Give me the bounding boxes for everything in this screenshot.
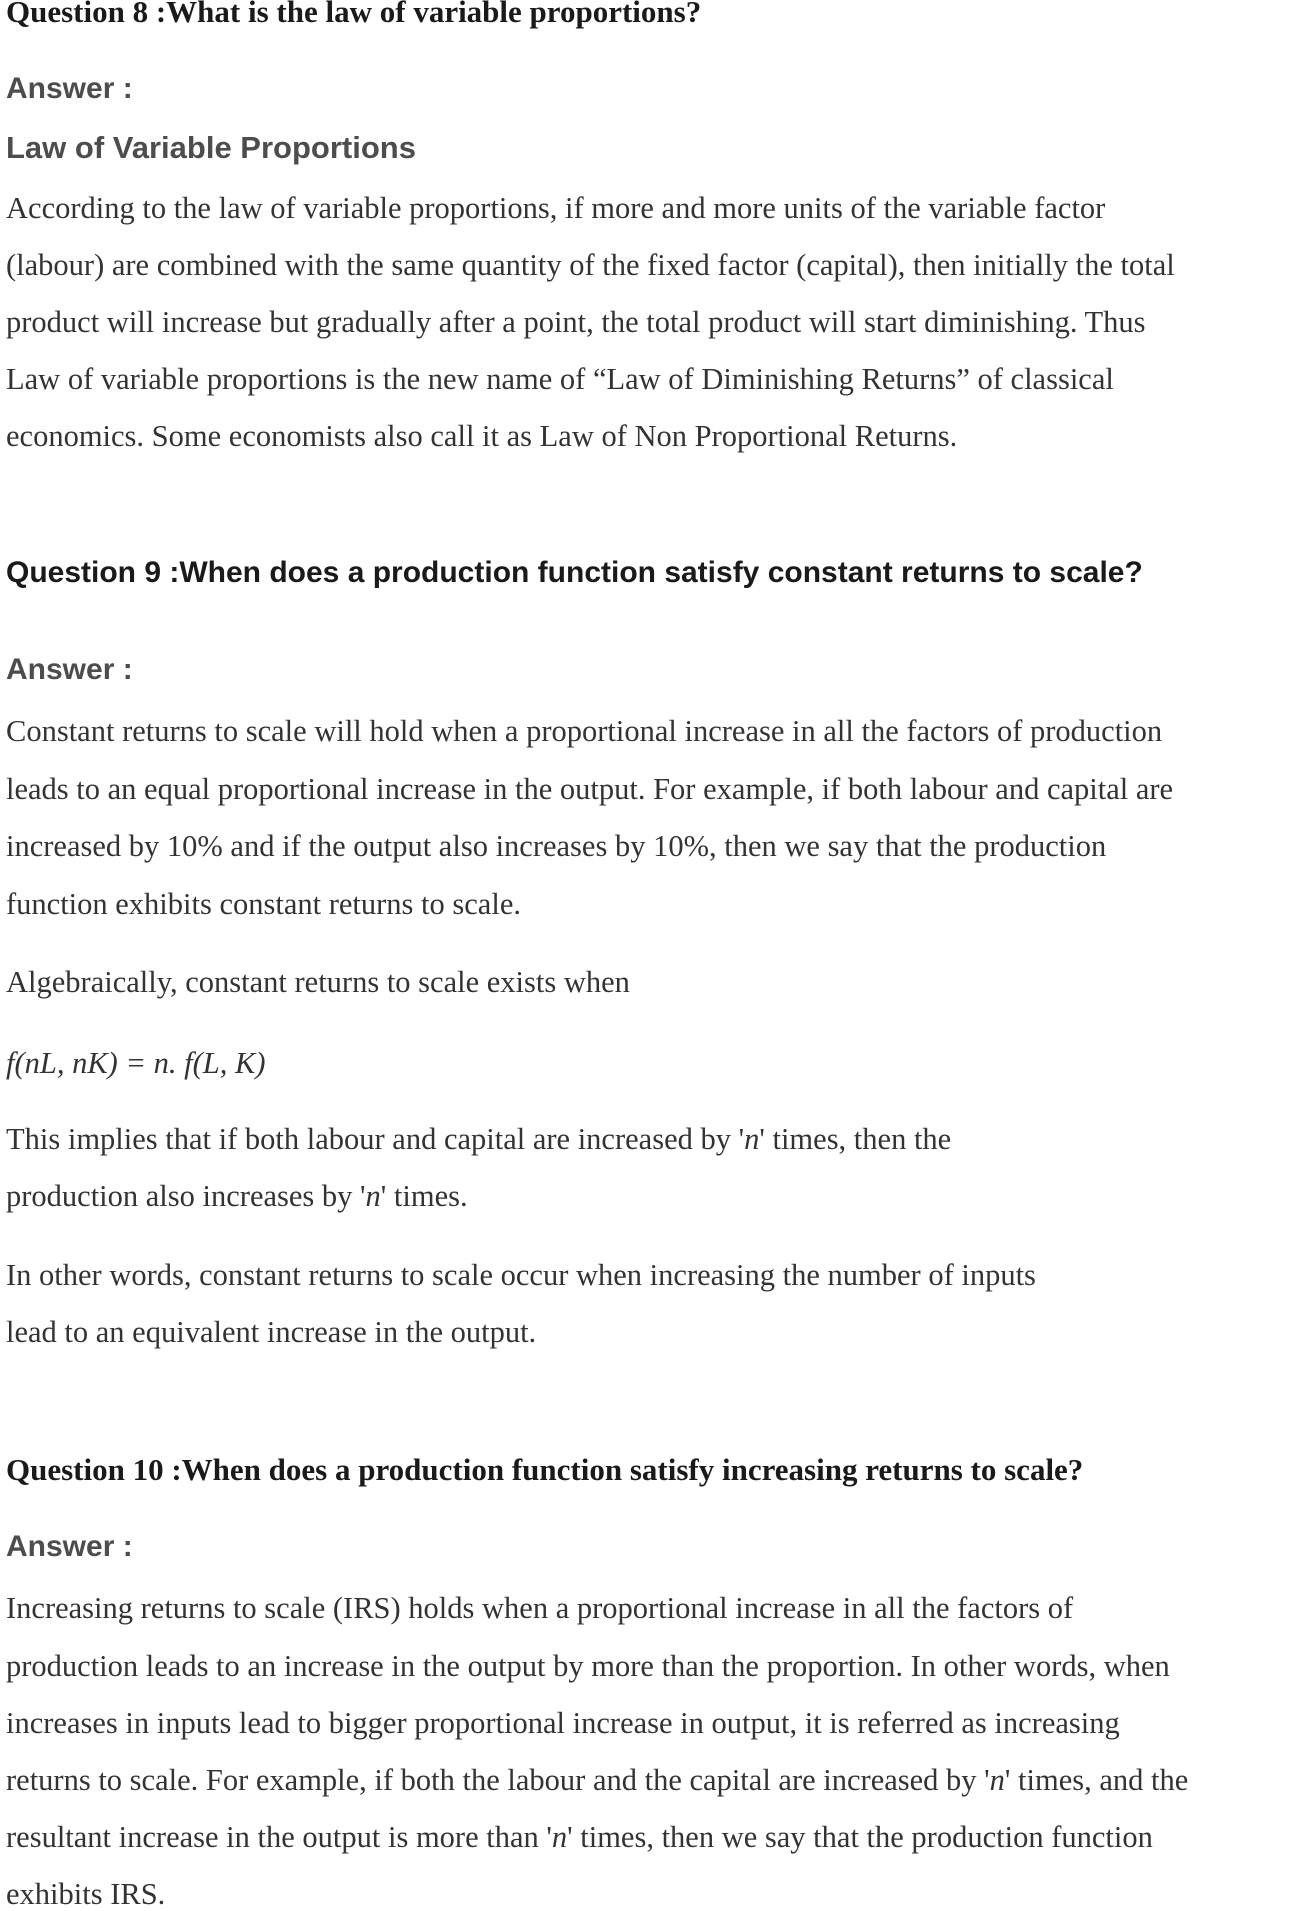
question-8-line-5: economics. Some economists also call it as Law of Non Proportional Returns. [6, 419, 958, 453]
question-10-line-6: exhibits IRS. [6, 1877, 166, 1911]
question-10-line-5: resultant increase in the output is more than 'n' times, then we say that the production function [6, 1820, 1153, 1854]
question-8-subheading: Law of Variable Proportions [6, 130, 416, 165]
question-9-algebra-line: Algebraically, constant returns to scale exists when [6, 965, 630, 999]
question-8-answer-label: Answer : [6, 72, 133, 105]
question-10-title: Question 10 :When does a production function satisfy increasing returns to scale? [6, 1452, 1084, 1487]
question-10-answer-label: Answer : [6, 1530, 133, 1563]
question-8-line-1: According to the law of variable proportions, if more and more units of the variable factor [6, 191, 1106, 225]
question-9-implies-line-2: production also increases by 'n' times. [6, 1179, 468, 1213]
question-8-line-3: product will increase but gradually after a point, the total product will start diminishing. Thus [6, 305, 1146, 339]
question-10-line-4: returns to scale. For example, if both the labour and the capital are increased by 'n' times, and the [6, 1763, 1189, 1797]
question-9-other-words-line-1: In other words, constant returns to scale occur when increasing the number of inputs [6, 1258, 1036, 1292]
question-8-title: Question 8 :What is the law of variable proportions? [6, 0, 702, 29]
question-8-line-4: Law of variable proportions is the new name of “Law of Diminishing Returns” of classical [6, 362, 1114, 396]
question-9-title: Question 9 :When does a production function satisfy constant returns to scale? [6, 556, 1143, 589]
question-10-line-1: Increasing returns to scale (IRS) holds when a proportional increase in all the factors of [6, 1591, 1074, 1625]
question-9-line-1: Constant returns to scale will hold when a proportional increase in all the factors of production [6, 714, 1163, 748]
question-9-formula: f(nL, nK) = n. f(L, K) [6, 1046, 266, 1080]
question-10-line-3: increases in inputs lead to bigger proportional increase in output, it is referred as increasing [6, 1706, 1120, 1740]
question-9-other-words-line-2: lead to an equivalent increase in the output. [6, 1315, 537, 1349]
question-9-line-3: increased by 10% and if the output also increases by 10%, then we say that the production [6, 829, 1107, 863]
question-10-line-2: production leads to an increase in the output by more than the proportion. In other words, when [6, 1649, 1170, 1683]
question-8-line-2: (labour) are combined with the same quantity of the fixed factor (capital), then initially the total [6, 248, 1175, 282]
question-9-implies-line-1: This implies that if both labour and capital are increased by 'n' times, then the [6, 1122, 952, 1156]
question-9-line-4: function exhibits constant returns to scale. [6, 887, 521, 921]
question-9-answer-label: Answer : [6, 653, 133, 686]
question-9-line-2: leads to an equal proportional increase in the output. For example, if both labour and capital are [6, 772, 1174, 806]
